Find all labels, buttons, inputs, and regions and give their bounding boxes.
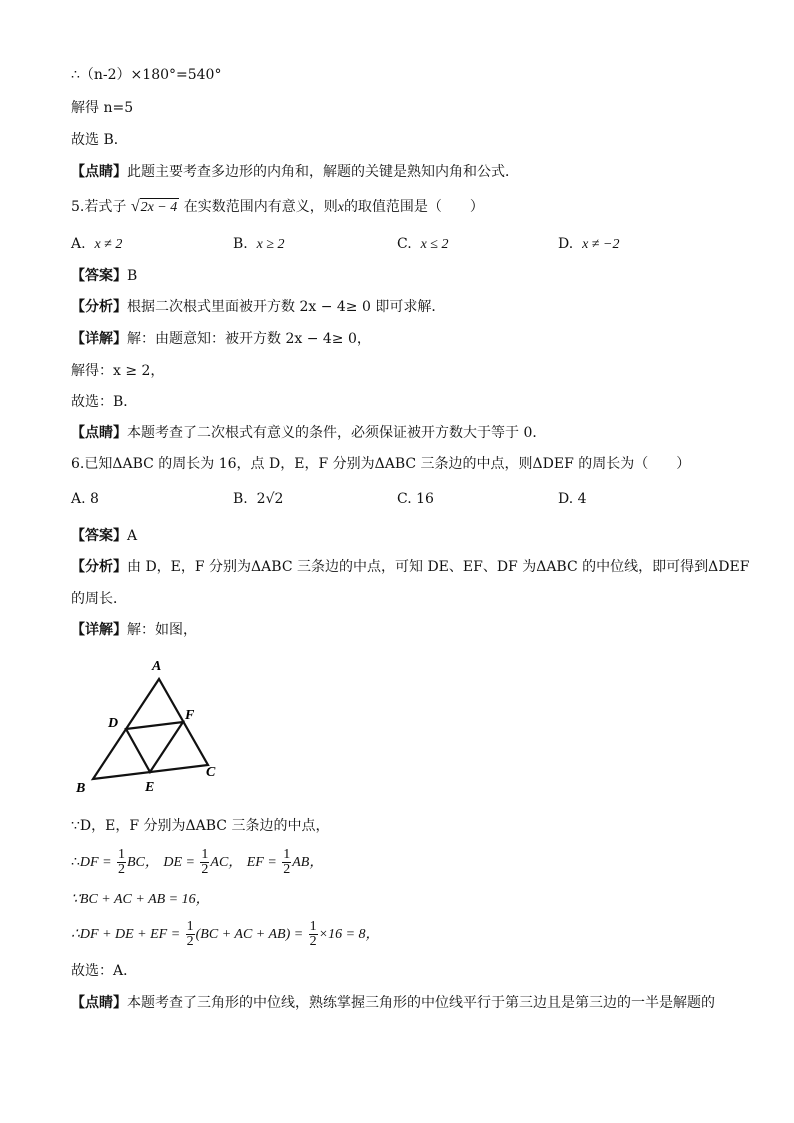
label-f: F [185, 708, 195, 723]
text-line: 故选 B． [71, 132, 128, 148]
label-a: A [152, 659, 162, 674]
q5-option-c: C. x ≤ 2 [397, 236, 449, 252]
q6-detail: 【详解】解：如图， [71, 622, 197, 638]
tag-text: 此题主要考查多边形的内角和，解题的关键是熟知内角和公式． [127, 164, 519, 180]
fraction-half: $\frac{1}{2}$ [201, 846, 209, 877]
text-line: 解得 n=5 [71, 100, 134, 116]
q6-option-c: C. 16 [397, 491, 434, 507]
q5-variable: x [337, 200, 344, 215]
question-5 [71, 198, 484, 217]
text-line: ∴（n-2）×180°=540° [71, 67, 222, 83]
q6-option-b: B. 2√2 [233, 491, 284, 507]
fraction-half: $\frac{1}{2}$ [309, 918, 317, 949]
q5-prefix: 5.若式子 [71, 199, 127, 215]
label-c: C [206, 765, 216, 780]
q5-choose: 故选：B． [71, 394, 138, 410]
q6-option-a: A. 8 [71, 491, 99, 507]
q5-option-a: A. x ≠ 2 [71, 236, 123, 252]
q5-answer: 【答案】B [71, 268, 138, 284]
step-3: ∵BC + AC + AB = 16， [71, 892, 210, 907]
q5-option-b: B. x ≥ 2 [233, 236, 285, 252]
q6-option-d: D. 4 [558, 491, 587, 507]
sqrt-expression: √2x − 4 [130, 198, 178, 215]
q5-comment: 【点睛】本题考查了二次根式有意义的条件，必须保证被开方数大于等于 0． [71, 425, 547, 441]
q6-analysis-cont: 的周长． [71, 591, 127, 607]
q6-analysis: 【分析】由 D，E，F 分别为ΔABC 三条边的中点，可知 DE、EF、DF 为ΔABC 的中位线，即可得到ΔDEF [71, 559, 750, 575]
fraction-half: $\frac{1}{2}$ [283, 846, 291, 877]
q5-solve: 解得：x ≥ 2， [71, 363, 165, 379]
q5-option-d: D. x ≠ −2 [558, 236, 620, 252]
step-5: 故选：A． [71, 963, 138, 979]
question-6: 6.已知ΔABC 的周长为 16，点 D，E，F 分别为ΔABC 三条边的中点，则ΔDEF 的周长为（ ） [71, 456, 691, 472]
fraction-half: $\frac{1}{2}$ [186, 918, 194, 949]
q5-middle: 在实数范围内有意义，则 [183, 199, 338, 215]
label-d: D [108, 716, 119, 731]
q5-suffix: 的取值范围是（ ） [343, 199, 484, 215]
triangle-figure [70, 652, 230, 802]
text-line [71, 163, 519, 181]
tag-dianjing: 【点睛】 [71, 164, 127, 180]
fraction-half: $\frac{1}{2}$ [117, 846, 125, 877]
label-b: B [76, 781, 86, 796]
q6-answer: 【答案】A [71, 528, 138, 544]
q6-comment: 【点睛】本题考查了三角形的中位线，熟练掌握三角形的中位线平行于第三边且是第三边的一半是解题的 [71, 995, 715, 1011]
triangle-def [126, 722, 183, 772]
step-4: ∴DF + DE + EF = $\frac{1}{2}$ (BC + AC + AB) = $\frac{1}{2}$ ×16 = 8， [71, 918, 380, 949]
q5-analysis: 【分析】根据二次根式里面被开方数 2x − 4≥ 0 即可求解． [71, 299, 446, 315]
q5-detail: 【详解】解：由题意知：被开方数 2x − 4≥ 0， [71, 331, 371, 347]
step-1: ∵D，E，F 分别为ΔABC 三条边的中点， [71, 818, 330, 834]
step-2: ∴DF = $\frac{1}{2}$ BC， DE = $\frac{1}{2}$ AC， EF = $\frac{1}{2}$ AB， [71, 846, 324, 877]
label-e: E [145, 780, 155, 795]
